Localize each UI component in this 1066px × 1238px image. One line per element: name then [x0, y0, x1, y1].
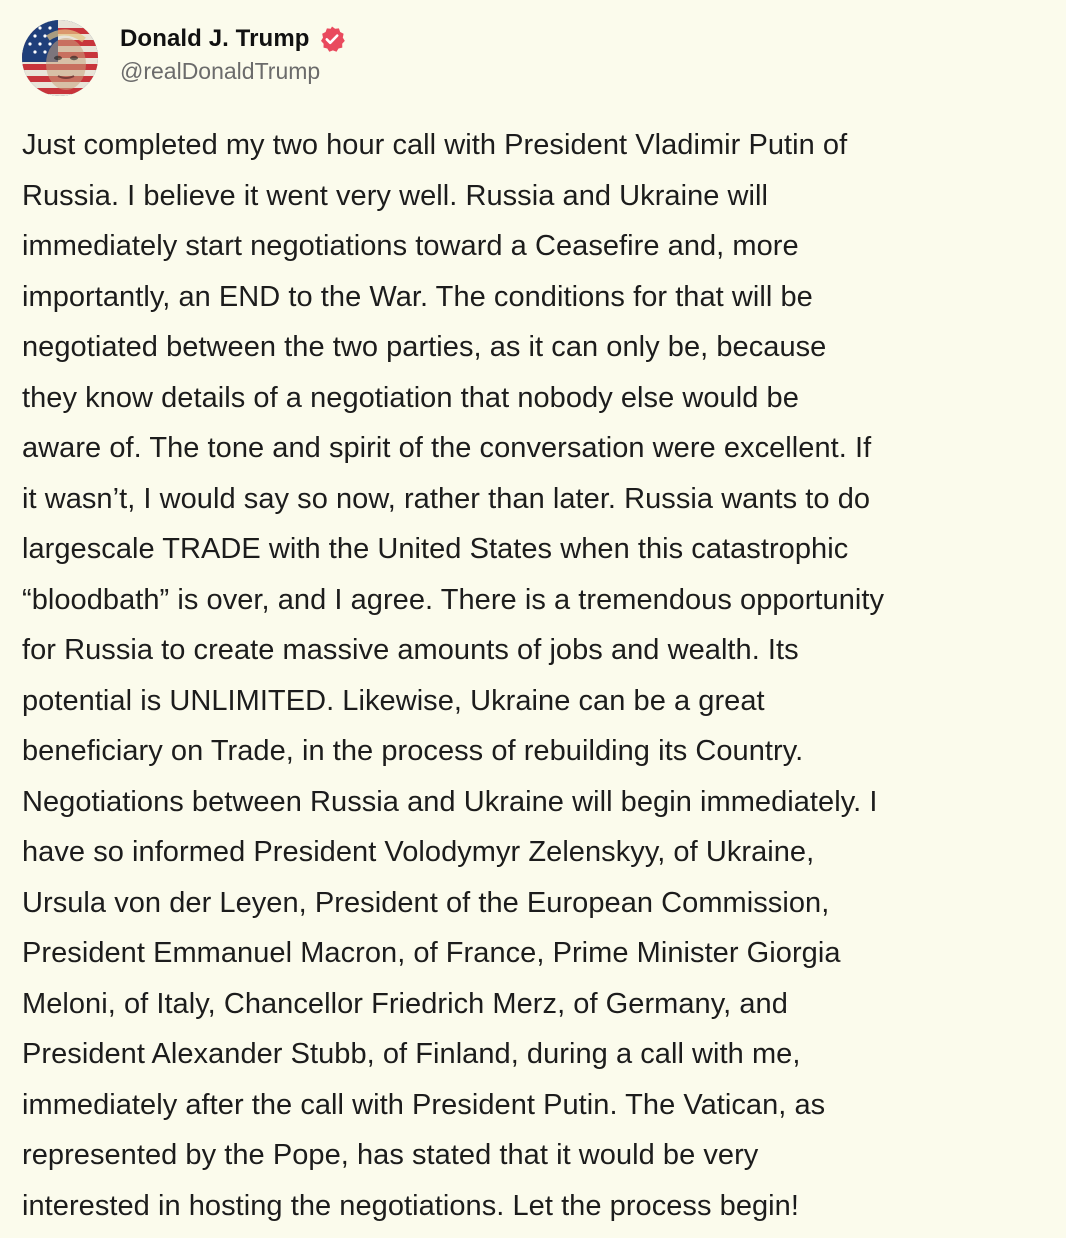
post-body-line: potential is UNLIMITED. Likewise, Ukraine can be a great [22, 684, 765, 717]
post-body-line: beneficiary on Trade, in the process of rebuilding its Country. [22, 735, 804, 767]
post-body-line: aware of. The tone and spirit of the conversation were excellent. If [22, 432, 872, 464]
post-body-line: importantly, an END to the War. The conditions for that will be [22, 280, 813, 313]
post-body-text [22, 120, 1048, 1231]
post-body-line: President Alexander Stubb, of Finland, during a call with me, [22, 1038, 801, 1070]
post-body-line: Ursula von der Leyen, President of the European Commission, [22, 886, 830, 919]
avatar-flag-portrait-icon [22, 20, 98, 96]
post-body-line: negotiated between the two parties, as it can only be, because [22, 331, 827, 363]
verified-badge-icon [318, 25, 346, 53]
post-header [22, 18, 1048, 98]
post-body-line: “bloodbath” is over, and I agree. There is a tremendous opportunity [22, 583, 885, 616]
post-body-line: Meloni, of Italy, Chancellor Friedrich Merz, of Germany, and [22, 987, 788, 1020]
post-body-line: Negotiations between Russia and Ukraine will begin immediately. I [22, 785, 878, 818]
avatar[interactable] [22, 20, 98, 96]
post-body-line: Just completed my two hour call with President Vladimir Putin of [22, 129, 848, 161]
post-body-line: it wasn’t, I would say so now, rather than later. Russia wants to do [22, 482, 871, 515]
post-body-line: for Russia to create massive amounts of jobs and wealth. Its [22, 634, 799, 666]
post-body-line: interested in hosting the negotiations. Let the process begin! [22, 1189, 799, 1222]
author-identity [120, 22, 346, 85]
post-body-line: they know details of a negotiation that nobody else would be [22, 381, 799, 414]
author-display-name[interactable]: Donald J. Trump [120, 24, 310, 52]
post-body-line: President Emmanuel Macron, of France, Prime Minister Giorgia [22, 937, 841, 969]
post-body-line: represented by the Pope, has stated that it would be very [22, 1139, 759, 1171]
post-body-line: Russia. I believe it went very well. Russia and Ukraine will [22, 179, 769, 212]
post-body-line: immediately after the call with President Putin. The Vatican, as [22, 1088, 826, 1121]
post-body-line: largescale TRADE with the United States when this catastrophic [22, 533, 849, 565]
post-body-line: immediately start negotiations toward a Ceasefire and, more [22, 230, 799, 262]
author-handle[interactable]: @realDonaldTrump [120, 57, 321, 84]
author-name-row [120, 22, 346, 56]
post-body-line: have so informed President Volodymyr Zelenskyy, of Ukraine, [22, 836, 815, 868]
